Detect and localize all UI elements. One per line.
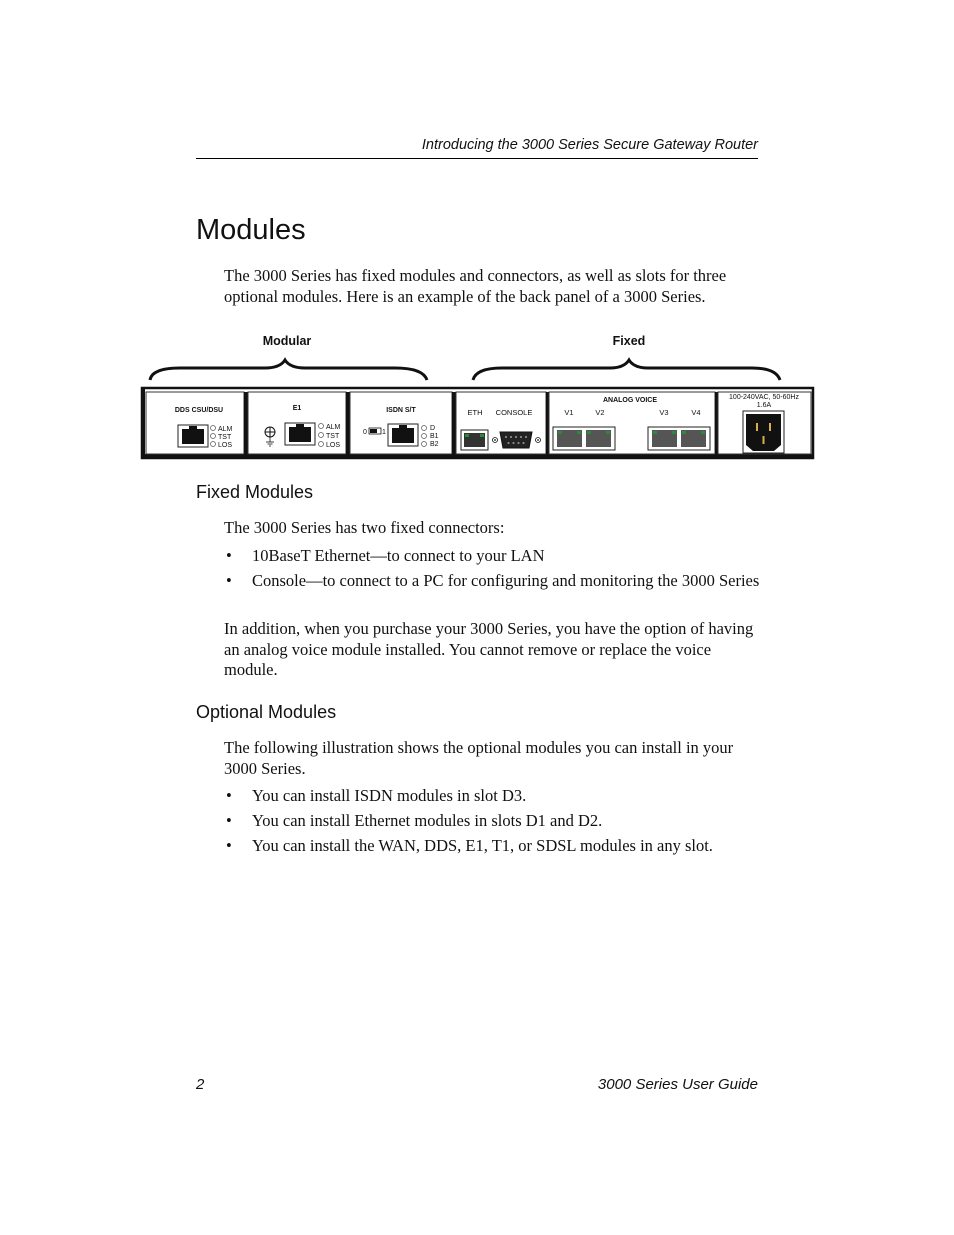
e1-led-los: LOS — [326, 442, 341, 449]
running-header: Introducing the 3000 Series Secure Gateway Router — [421, 137, 758, 153]
bullet-icon: • — [226, 786, 232, 805]
bullet-icon: • — [226, 811, 232, 830]
fixed-modules-list — [224, 546, 764, 596]
page-title: Modules — [196, 214, 306, 246]
page-number: 2 — [196, 1076, 205, 1093]
dds-led-los: LOS — [218, 442, 233, 449]
analog-voice-label: ANALOG VOICE — [602, 397, 658, 404]
console-db9-port — [500, 432, 532, 448]
isdn-led-b2: B2 — [430, 441, 439, 448]
optional-modules-intro: The following illustration shows the optional modules you can install in your 3000 Series. — [224, 738, 734, 778]
fixed-brace — [473, 360, 780, 380]
back-panel-figure — [140, 330, 820, 465]
v4-label: V4 — [691, 408, 701, 417]
eth-label: ETH — [467, 408, 483, 417]
list-item: • Console—to connect to a PC for configuring and monitoring the 3000 Series — [226, 571, 760, 590]
e1-led-alm: ALM — [326, 424, 341, 431]
switch-1-label: 1 — [382, 429, 386, 436]
optional-modules-list — [224, 786, 764, 861]
e1-led-tst: TST — [326, 433, 340, 440]
bullet-icon: • — [226, 546, 232, 565]
dds-led-alm: ALM — [218, 426, 233, 433]
v3-label: V3 — [659, 408, 669, 417]
fixed-modules-paragraph: In addition, when you purchase your 3000 Series, you have the option of having an analog voice module installed. You cannot remove or replace the voice module. — [224, 619, 754, 679]
dds-led-tst: TST — [218, 434, 232, 441]
intro-paragraph: The 3000 Series has fixed modules and connectors, as well as slots for three optional modules. Here is an example of the back panel of a 3000 Series. — [224, 266, 727, 306]
fixed-modules-heading: Fixed Modules — [196, 482, 314, 502]
console-label: CONSOLE — [495, 408, 533, 417]
isdn-led-d: D — [430, 425, 436, 432]
header-rule — [196, 158, 758, 159]
e1-label: E1 — [292, 405, 302, 412]
modular-brace — [150, 360, 427, 380]
dds-label: DDS CSU/DSU — [174, 407, 224, 414]
fixed-label: Fixed — [612, 334, 646, 348]
switch-0-label: 0 — [363, 429, 367, 436]
v2-label: V2 — [595, 408, 605, 417]
list-item: • You can install Ethernet modules in slots D1 and D2. — [226, 811, 603, 830]
isdn-label: ISDN S/T — [386, 407, 416, 414]
list-item: • 10BaseT Ethernet—to connect to your LAN — [226, 546, 545, 565]
v1-label: V1 — [564, 408, 574, 417]
modular-label: Modular — [262, 334, 312, 348]
bullet-icon: • — [226, 571, 232, 590]
isdn-led-b1: B1 — [430, 433, 439, 440]
list-item: • You can install ISDN modules in slot D3. — [226, 786, 527, 805]
footer-guide-title: 3000 Series User Guide — [597, 1076, 758, 1093]
bullet-icon: • — [226, 836, 232, 855]
list-item: • You can install the WAN, DDS, E1, T1, or SDSL modules in any slot. — [226, 836, 713, 855]
optional-modules-heading: Optional Modules — [196, 702, 337, 722]
power-rating-line2: 1.6A — [756, 402, 772, 409]
fixed-modules-intro: The 3000 Series has two fixed connectors: — [224, 518, 505, 537]
power-rating-line1: 100-240VAC, 50-60Hz — [729, 394, 799, 401]
